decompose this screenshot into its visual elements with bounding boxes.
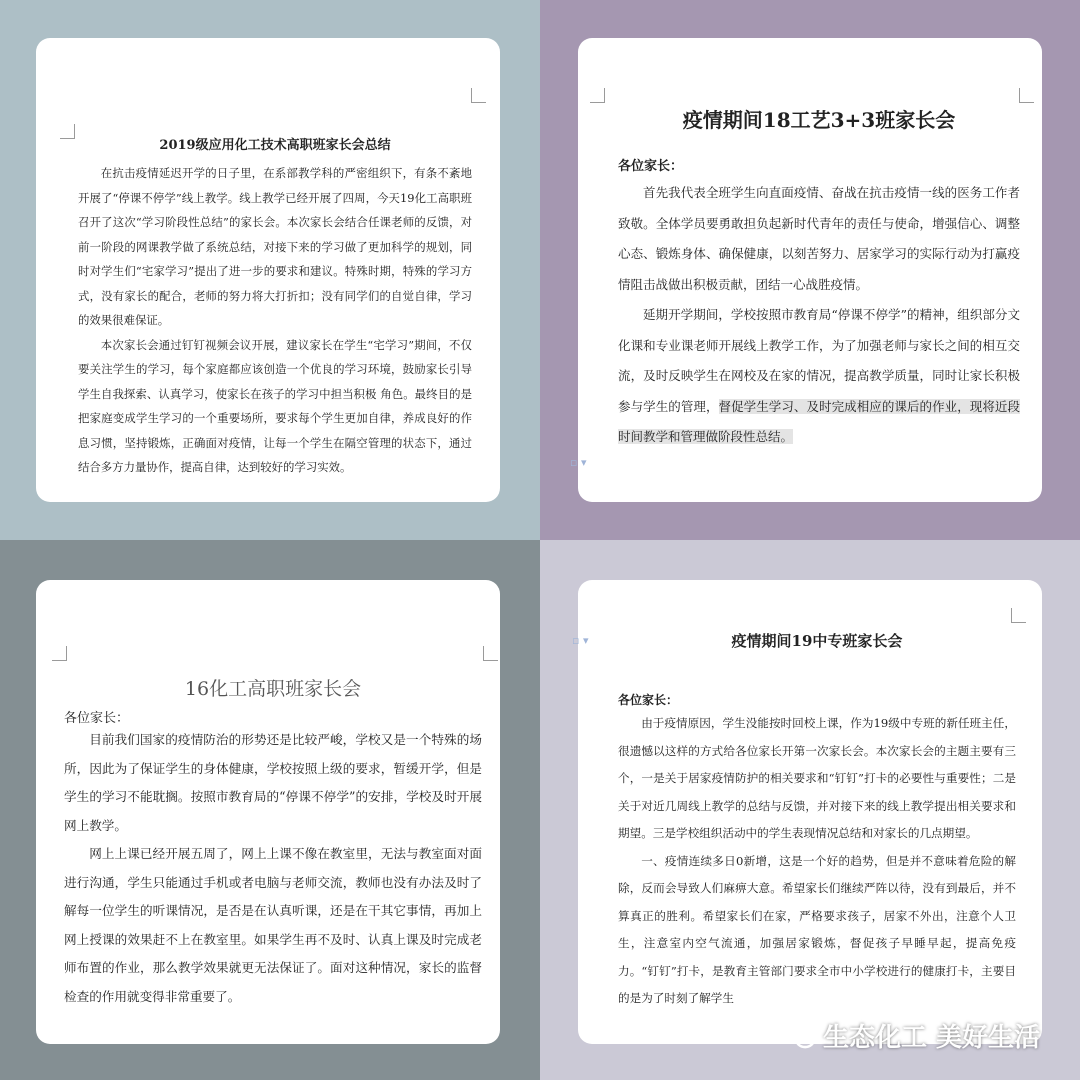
document-paragraph: 首先我代表全班学生向直面疫情、奋战在抗击疫情一线的医务工作者致敬。全体学员要勇敢担负起新时代青年的责任与使命，增强信心、调整心态、锻炼身体、确保健康，以刻苦努力、居家学习的实际行动为打赢疫情阻击战做出积极贡献，团结一心战胜疫情。: [618, 185, 1020, 292]
document-title: 疫情期间18工艺3+3班家长会: [682, 108, 956, 132]
margin-corner-mark: [483, 646, 498, 661]
quadrant-top-left: [0, 0, 540, 540]
margin-marker-icon[interactable]: ▫ ▾: [570, 456, 587, 469]
document-paragraph: 本次家长会通过钉钉视频会议开展，建议家长在学生“宅学习”期间，不仅要关注学生的学习，每个家庭都应该创造一个优良的学习环境，鼓励家长引导学生自我探索、认真学习，使家长在孩子的学习中担当积极 角色。最终目的是把家庭变成学生学习的一个重要场所，要求每个学生更加自律，养成良好的作息习惯，坚持锻炼，正确面对疫情，让每一个学生在隔空管理的状态下，通过结合多方力量协作，提高自律，达到较好的学习实效。: [78, 337, 472, 474]
quadrant-bottom-left: [0, 540, 540, 1080]
watermark: [783, 1017, 1040, 1054]
greeting: 各位家长：: [618, 159, 684, 174]
document-paragraph: 目前我们国家的疫情防治的形势还是比较严峻，学校又是一个特殊的场所，因此为了保证学生的身体健康，学校按照上级的要求，暂缓开学，但是学生的学习不能耽搁。按照市教育局的“停课不停学”的安排，学校及时开展网上教学。: [64, 732, 482, 833]
document-paragraph: 网上上课已经开展五周了，网上上课不像在教室里，无法与教室面对面进行沟通，学生只能通过手机或者电脑与老师交流，教师也没有办法及时了解每一位学生的听课情况，是否是在认真听课，还是在干其它事情，再加上网上授课的效果赶不上在教室里。如果学生再不及时、认真上课及时完成老师布置的作业，那么教学效果就更无法保证了。面对这种情况，家长的监督检查的作用就变得非常重要了。: [64, 846, 482, 1004]
document-page-1: [36, 38, 500, 502]
document-page-4: [572, 580, 1042, 1044]
greeting: 各位家长：: [618, 693, 679, 707]
margin-corner-mark: [52, 646, 67, 661]
document-paragraph: 在抗击疫情延迟开学的日子里，在系部教学科的严密组织下，有条不紊地开展了“停课不停学”线上教学。线上教学已经开展了四周，今天19化工高职班召开了这次“学习阶段性总结”的家长会。本次家长会结合任课老师的反馈，对前一阶段的网课教学做了系统总结，对接下来的学习做了更加科学的规划，同时对学生们“宅家学习”提出了进一步的要求和建议。特殊时期，特殊的学习方式，没有家长的配合，老师的努力将大打折扣；没有同学们的自觉自律，学习的效果很难保证。: [78, 166, 472, 327]
paragraph-text: 延期开学期间，学校按照市教育局“停课不停学”的精神，组织部分文化课和专业课老师开展线上教学工作，为了加强老师与家长之间的相互交流，及时反映学生在网校及在家的情况，提高教学质量，同时让家长积极参与学生的管理，: [618, 307, 1020, 414]
greeting: 各位家长：: [64, 711, 130, 726]
document-title: 疫情期间19中专班家长会: [731, 632, 903, 650]
margin-corner-mark: [1011, 608, 1026, 623]
margin-corner-mark: [60, 124, 75, 139]
quadrant-bottom-right: [540, 540, 1080, 1080]
document-page-2: [570, 38, 1042, 502]
quadrant-top-right: [540, 0, 1080, 540]
document-title: 16化工高职班家长会: [184, 678, 362, 700]
highlighted-text: 督促学生学习、及时完成相应的课后的作业，现将近段时间教学和管理做阶段性总结。: [618, 398, 1020, 444]
margin-corner-mark: [471, 88, 486, 103]
watermark-text: 生态化工 美好生活: [822, 1023, 1040, 1053]
margin-marker-icon[interactable]: ▫ ▾: [572, 634, 589, 647]
document-paragraph: [618, 300, 1020, 453]
wechat-icon: [783, 1019, 817, 1053]
margin-corner-mark: [590, 88, 605, 103]
document-paragraph: 由于疫情原因，学生没能按时回校上课，作为19级中专班的新任班主任，很遗憾以这样的方式给各位家长开第一次家长会。本次家长会的主题主要有三个，一是关于居家疫情防护的相关要求和“钉钉”打卡的必要性与重要性；二是关于对近几周线上教学的总结与反馈，并对接下来的线上教学提出相关要求和期望。三是学校组织活动中的学生表现情况总结和对家长的几点期望。: [618, 716, 1016, 840]
margin-corner-mark: [1019, 88, 1034, 103]
document-title: 2019级应用化工技术高职班家长会总结: [159, 138, 391, 153]
document-page-3: [36, 580, 500, 1044]
document-paragraph: 一、疫情连续多日0新增，这是一个好的趋势，但是并不意味着危险的解除，反而会导致人们麻痹大意。希望家长们继续严阵以待，没有到最后，并不算真正的胜利。希望家长们在家，严格要求孩子，居家不外出，注意个人卫生，注意室内空气流通，加强居家锻炼，督促孩子早睡早起，提高免疫力。“钉钉”打卡，是教育主管部门要求全市中小学校进行的健康打卡，主要目的是为了时刻了解学生: [618, 853, 1016, 1005]
